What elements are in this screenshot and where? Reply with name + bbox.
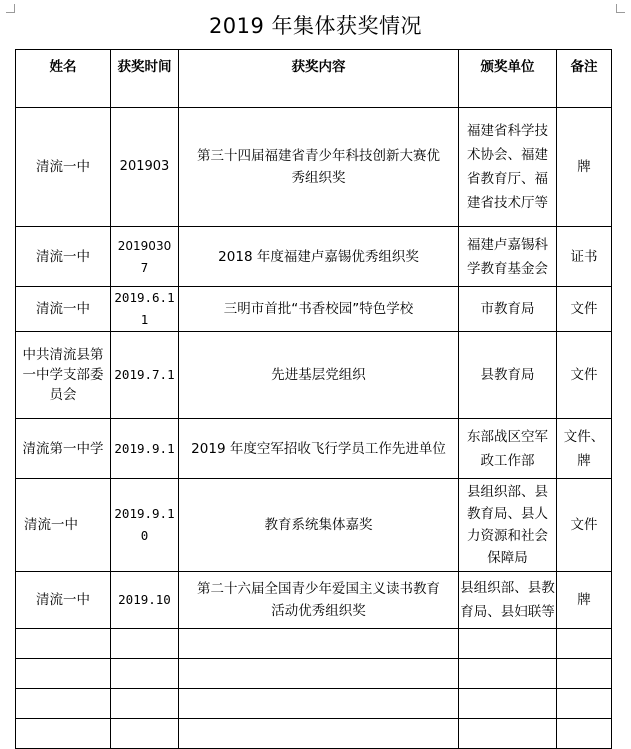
- cell-issuer: 东部战区空军政工作部: [459, 419, 557, 479]
- empty-cell: [557, 629, 612, 659]
- empty-cell: [179, 689, 459, 719]
- empty-cell: [179, 629, 459, 659]
- empty-cell: [459, 659, 557, 689]
- empty-cell: [111, 689, 179, 719]
- empty-cell: [179, 659, 459, 689]
- cell-note: 文件: [557, 332, 612, 419]
- cell-issuer: 县组织部、县教育局、县妇联等: [459, 572, 557, 629]
- header-time: 获奖时间: [111, 50, 179, 108]
- cell-content: 2019 年度空军招收飞行学员工作先进单位: [179, 419, 459, 479]
- empty-cell: [16, 629, 111, 659]
- cell-issuer: 县组织部、县教育局、县人力资源和社会保障局: [459, 479, 557, 572]
- table-header-row: [16, 50, 612, 108]
- cell-note: 文件: [557, 287, 612, 332]
- empty-cell: [557, 659, 612, 689]
- table-row: [16, 108, 612, 227]
- cell-issuer: 福建卢嘉锡科学教育基金会: [459, 227, 557, 287]
- header-content: 获奖内容: [179, 50, 459, 108]
- empty-cell: [111, 629, 179, 659]
- cell-name: 清流第一中学: [16, 419, 111, 479]
- empty-cell: [459, 719, 557, 749]
- cell-name: 清流一中: [16, 227, 111, 287]
- empty-cell: [16, 719, 111, 749]
- cell-name: 中共清流县第一中学支部委员会: [16, 332, 111, 419]
- cell-content: 第三十四届福建省青少年科技创新大赛优秀组织奖: [179, 108, 459, 227]
- empty-cell: [111, 719, 179, 749]
- cell-time: 2019.7.1: [111, 332, 179, 419]
- document-title: 2019 年集体获奖情况: [208, 14, 423, 38]
- cell-note: 文件、牌: [557, 419, 612, 479]
- table-row: [16, 572, 612, 629]
- cell-note: 牌: [557, 572, 612, 629]
- header-name: 姓名: [16, 50, 111, 108]
- cell-content: 2018 年度福建卢嘉锡优秀组织奖: [179, 227, 459, 287]
- empty-cell: [557, 689, 612, 719]
- cell-time: 2019.10: [111, 572, 179, 629]
- table-row: [16, 419, 612, 479]
- cell-time: 20190307: [111, 227, 179, 287]
- cell-name: 清流一中: [16, 287, 111, 332]
- cell-time: 2019.9.1: [111, 419, 179, 479]
- empty-row: [16, 719, 612, 749]
- empty-row: [16, 689, 612, 719]
- cell-name: 清流一中: [16, 572, 111, 629]
- empty-cell: [16, 659, 111, 689]
- cell-issuer: 市教育局: [459, 287, 557, 332]
- empty-cell: [459, 629, 557, 659]
- table-row: [16, 332, 612, 419]
- cell-time: 2019.9.10: [111, 479, 179, 572]
- empty-cell: [16, 689, 111, 719]
- cell-note: 证书: [557, 227, 612, 287]
- cell-content: 先进基层党组织: [179, 332, 459, 419]
- cell-time: 201903: [111, 108, 179, 227]
- cell-note: 文件: [557, 479, 612, 572]
- cell-issuer: 县教育局: [459, 332, 557, 419]
- header-note: 备注: [557, 50, 612, 108]
- cell-name: 清流一中: [16, 108, 111, 227]
- cell-name: 清流一中: [16, 479, 111, 572]
- cell-content: 第二十六届全国青少年爱国主义读书教育活动优秀组织奖: [179, 572, 459, 629]
- empty-cell: [179, 719, 459, 749]
- empty-cell: [111, 659, 179, 689]
- table-row: [16, 227, 612, 287]
- empty-row: [16, 629, 612, 659]
- empty-row: [16, 659, 612, 689]
- cell-time: 2019.6.11: [111, 287, 179, 332]
- cell-note: 牌: [557, 108, 612, 227]
- header-issuer: 颁奖单位: [459, 50, 557, 108]
- empty-cell: [459, 689, 557, 719]
- empty-cell: [557, 719, 612, 749]
- cell-content: 三明市首批“书香校园”特色学校: [179, 287, 459, 332]
- table-row: [16, 287, 612, 332]
- cell-issuer: 福建省科学技术协会、福建省教育厅、福建省技术厅等: [459, 108, 557, 227]
- table-row: [16, 479, 612, 572]
- cell-content: 教育系统集体嘉奖: [179, 479, 459, 572]
- awards-table: [15, 49, 612, 749]
